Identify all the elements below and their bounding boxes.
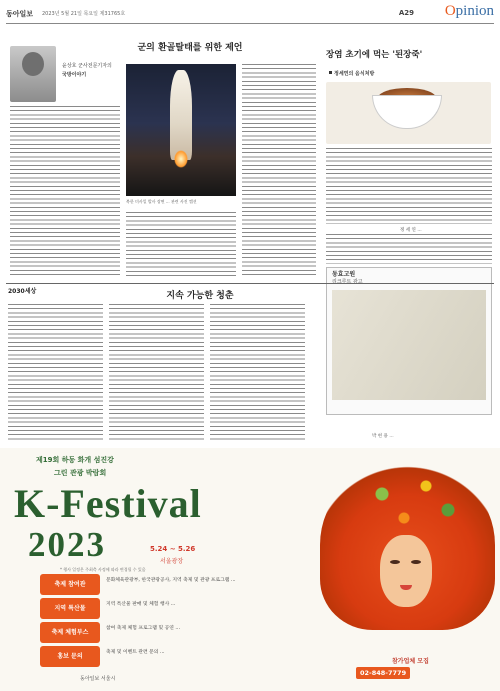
ad-image bbox=[332, 290, 486, 400]
festival-venue: 서울광장 bbox=[160, 558, 184, 565]
festival-headline: K-Festival bbox=[14, 481, 202, 526]
festival-note: * 행사 일정은 주최측 사정에 따라 변경될 수 있음 bbox=[60, 567, 146, 572]
page-number: A29 bbox=[398, 9, 414, 17]
festival-year: 2023 bbox=[28, 525, 106, 564]
column2-text-3 bbox=[210, 304, 305, 442]
column1-text-mid bbox=[126, 212, 236, 276]
page-header bbox=[6, 3, 494, 24]
issue-date: 2023년 5월 21일 목요일 제31765호 bbox=[42, 11, 126, 17]
row-label-2: 지역 특산물 bbox=[40, 598, 100, 619]
column2-title: 지속 가능한 청춘 bbox=[166, 291, 234, 301]
sidebar-signature: 정 세 연 ... bbox=[400, 228, 422, 233]
column2-text-2 bbox=[109, 304, 204, 442]
brand-initial: O bbox=[444, 3, 456, 19]
right-eye bbox=[411, 560, 421, 564]
missile-plume bbox=[170, 70, 192, 160]
opinion-brand bbox=[445, 3, 494, 20]
contact-label: 참가업체 모집 bbox=[392, 658, 429, 665]
sidebar-tag: 정세연의 음식처방 bbox=[334, 71, 375, 77]
sidebar-title: 장염 초기에 먹는 '된장죽' bbox=[326, 50, 423, 60]
sidebar-text bbox=[326, 148, 492, 224]
left-eye bbox=[390, 560, 400, 564]
column2-tag: 2030세상 bbox=[8, 288, 37, 295]
sponsor-logos: 동아일보 서울시 bbox=[80, 676, 116, 682]
author-name: 윤상호 군사전문기자의 bbox=[62, 63, 112, 69]
author-head bbox=[22, 52, 44, 76]
row-text-3: 참여 축제 체험 프로그램 및 공연 ... bbox=[106, 626, 180, 631]
ad-title: 리크루트 광고 bbox=[332, 279, 363, 285]
missile-fire bbox=[174, 150, 188, 168]
contact-phone[interactable]: 02-848-7779 bbox=[356, 667, 410, 679]
column2-byline: 박 현 용 ... bbox=[372, 434, 394, 439]
row-text-1: 문화체육관광부, 한국관광공사, 지역 축제 및 관광 프로그램 ... bbox=[106, 578, 236, 583]
festival-dates: 5.24 ~ 5.26 bbox=[150, 545, 196, 553]
newspaper-logo: 동아일보 bbox=[6, 10, 34, 18]
festival-banner-1: 제19회 하동 화개 섬진강 bbox=[36, 456, 114, 464]
girl-face bbox=[380, 535, 432, 607]
row-text-2: 지역 특산물 판매 및 체험 행사 ... bbox=[106, 602, 176, 607]
brand-rest: pinion bbox=[455, 3, 494, 19]
photo-caption: 북한 미사일 발사 장면 ... 관련 사진 캡션 bbox=[126, 199, 197, 204]
column-title: 군의 환골탈태를 위한 제언 bbox=[137, 43, 243, 53]
column2-text-1 bbox=[8, 304, 103, 442]
author-role: 국방이야기 bbox=[62, 72, 87, 78]
row-label-3: 축제 체험부스 bbox=[40, 622, 100, 643]
row-text-4: 축제 및 이벤트 관련 문의 ... bbox=[106, 650, 165, 655]
column1-text-right bbox=[242, 64, 316, 276]
column1-text-left bbox=[10, 106, 120, 276]
ad-logo: 동효고원 bbox=[332, 271, 356, 278]
sidebar-text-2 bbox=[326, 234, 492, 264]
row-label-1: 축제 참여관 bbox=[40, 574, 100, 595]
festival-banner-2: 그린 관광 박람회 bbox=[54, 469, 107, 477]
row-label-4: 홍보 문의 bbox=[40, 646, 100, 667]
section-divider bbox=[6, 283, 494, 284]
